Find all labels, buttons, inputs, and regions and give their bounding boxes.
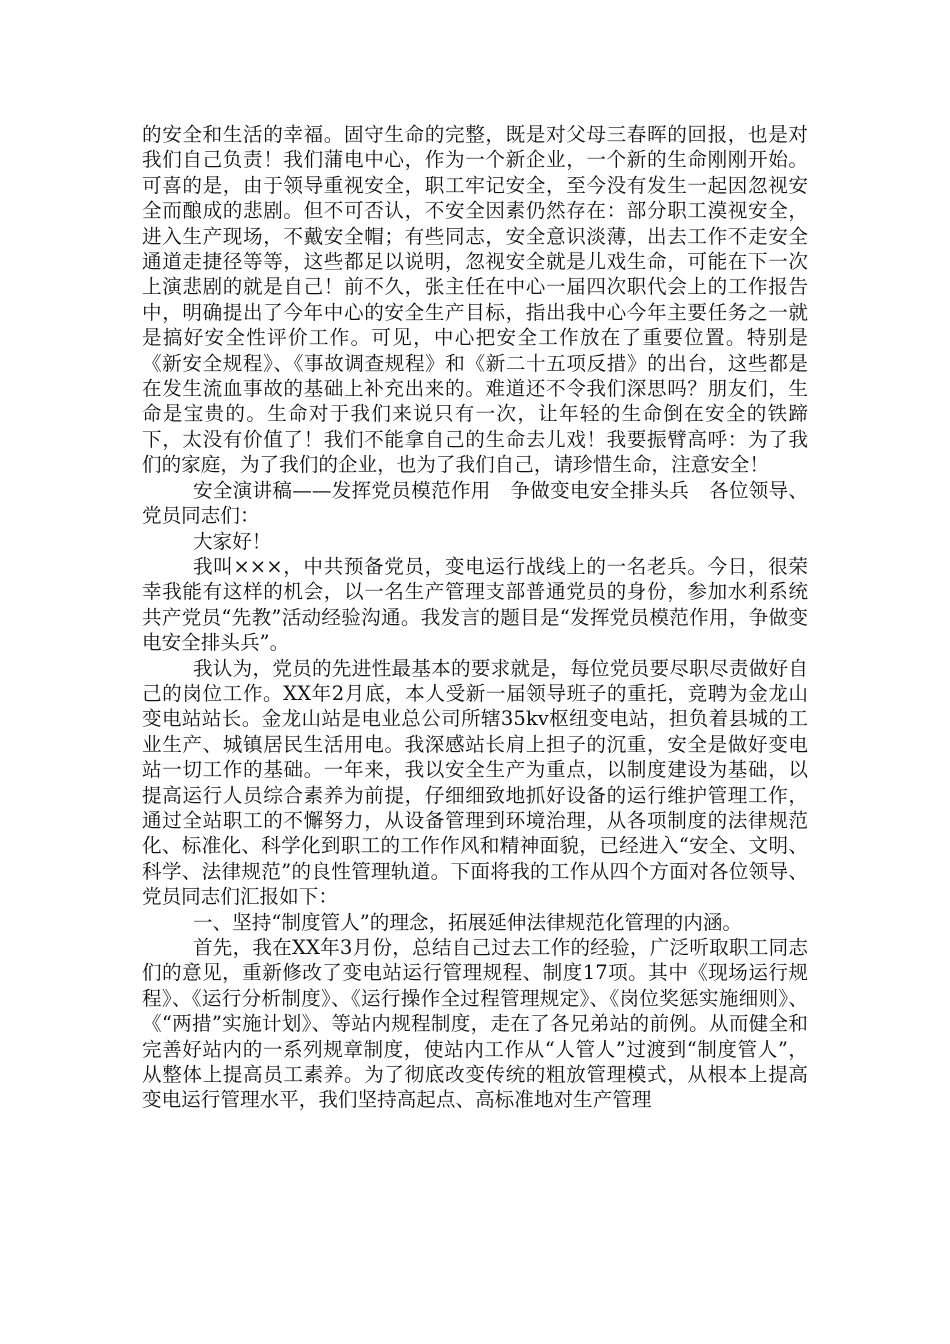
paragraph-speech-title: 安全演讲稿——发挥党员模范作用 争做变电安全排头兵 各位领导、党员同志们： <box>142 478 808 528</box>
paragraph-self-introduction: 我叫×××，中共预备党员，变电运行战线上的一名老兵。今日，很荣幸我能有这样的机会，以一名生产管理支部普通党员的身份，参加水利系统共产党员“先教”活动经验沟通。我发言的题目是“发挥党员模范作用，争做变电安全排头兵”。 <box>142 554 808 655</box>
paragraph-regulations: 首先，我在XX年3月份，总结自己过去工作的经验，广泛听取职工同志们的意见，重新修改了变电站运行管理规程、制度17项。其中《现场运行规程》、《运行分析制度》、《运行操作全过程管理规定》、《岗位奖惩实施细则》、《“两措”实施计划》、等站内规程制度，走在了各兄弟站的前例。从而健全和完善好站内的一系列规章制度，使站内工作从“人管人”过渡到“制度管人”，从整体上提高员工素养。为了彻底改变传统的粗放管理模式，从根本上提高变电运行管理水平，我们坚持高起点、高标准地对生产管理 <box>142 936 808 1112</box>
document-page <box>142 122 808 1113</box>
paragraph-work-summary: 我认为，党员的先进性最基本的要求就是，每位党员要尽职尽责做好自己的岗位工作。XX年2月底，本人受新一届领导班子的重托，竞聘为金龙山变电站站长。金龙山站是电业总公司所辖35kv枢纽变电站，担负着县城的工业生产、城镇居民生活用电。我深感站长肩上担子的沉重，安全是做好变电站一切工作的基础。一年来，我以安全生产为重点，以制度建设为基础，以提高运行人员综合素养为前提，仔细细致地抓好设备的运行维护管理工作，通过全站职工的不懈努力，从设备管理到环境治理，从各项制度的法律规范化、标准化、科学化到职工的工作作风和精神面貌，已经进入“安全、文明、科学、法律规范”的良性管理轨道。下面将我的工作从四个方面对各位领导、党员同志们汇报如下： <box>142 656 808 909</box>
paragraph-greeting: 大家好！ <box>192 529 272 553</box>
paragraph-safety-conclusion: 的安全和生活的幸福。固守生命的完整，既是对父母三春晖的回报，也是对我们自己负责！我们蒲电中心，作为一个新企业，一个新的生命刚刚开始。可喜的是，由于领导重视安全，职工牢记安全，至今没有发生一起因忽视安全而酿成的悲剧。但不可否认，不安全因素仍然存在：部分职工漠视安全，进入生产现场，不戴安全帽；有些同志，安全意识淡薄，出去工作不走安全通道走捷径等等，这些都足以说明，忽视安全就是儿戏生命，可能在下一次上演悲剧的就是自己！前不久，张主任在中心一届四次职代会上的工作报告中，明确提出了今年中心的安全生产目标，指出我中心今年主要任务之一就是搞好安全性评价工作。可见，中心把安全工作放在了重要位置。特别是《新安全规程》、《事故调查规程》和《新二十五项反措》的出台，这些都是在发生流血事故的基础上补充出来的。难道还不令我们深思吗？朋友们，生命是宝贵的。生命对于我们来说只有一次，让年轻的生命倒在安全的铁蹄下，太没有价值了！我们不能拿自己的生命去儿戏！我要振臂高呼：为了我们的家庭，为了我们的企业，也为了我们自己，请珍惜生命，注意安全！ <box>142 123 808 477</box>
paragraph-section-heading-1: 一、坚持“制度管人”的理念，拓展延伸法律规范化管理的内涵。 <box>192 910 743 934</box>
